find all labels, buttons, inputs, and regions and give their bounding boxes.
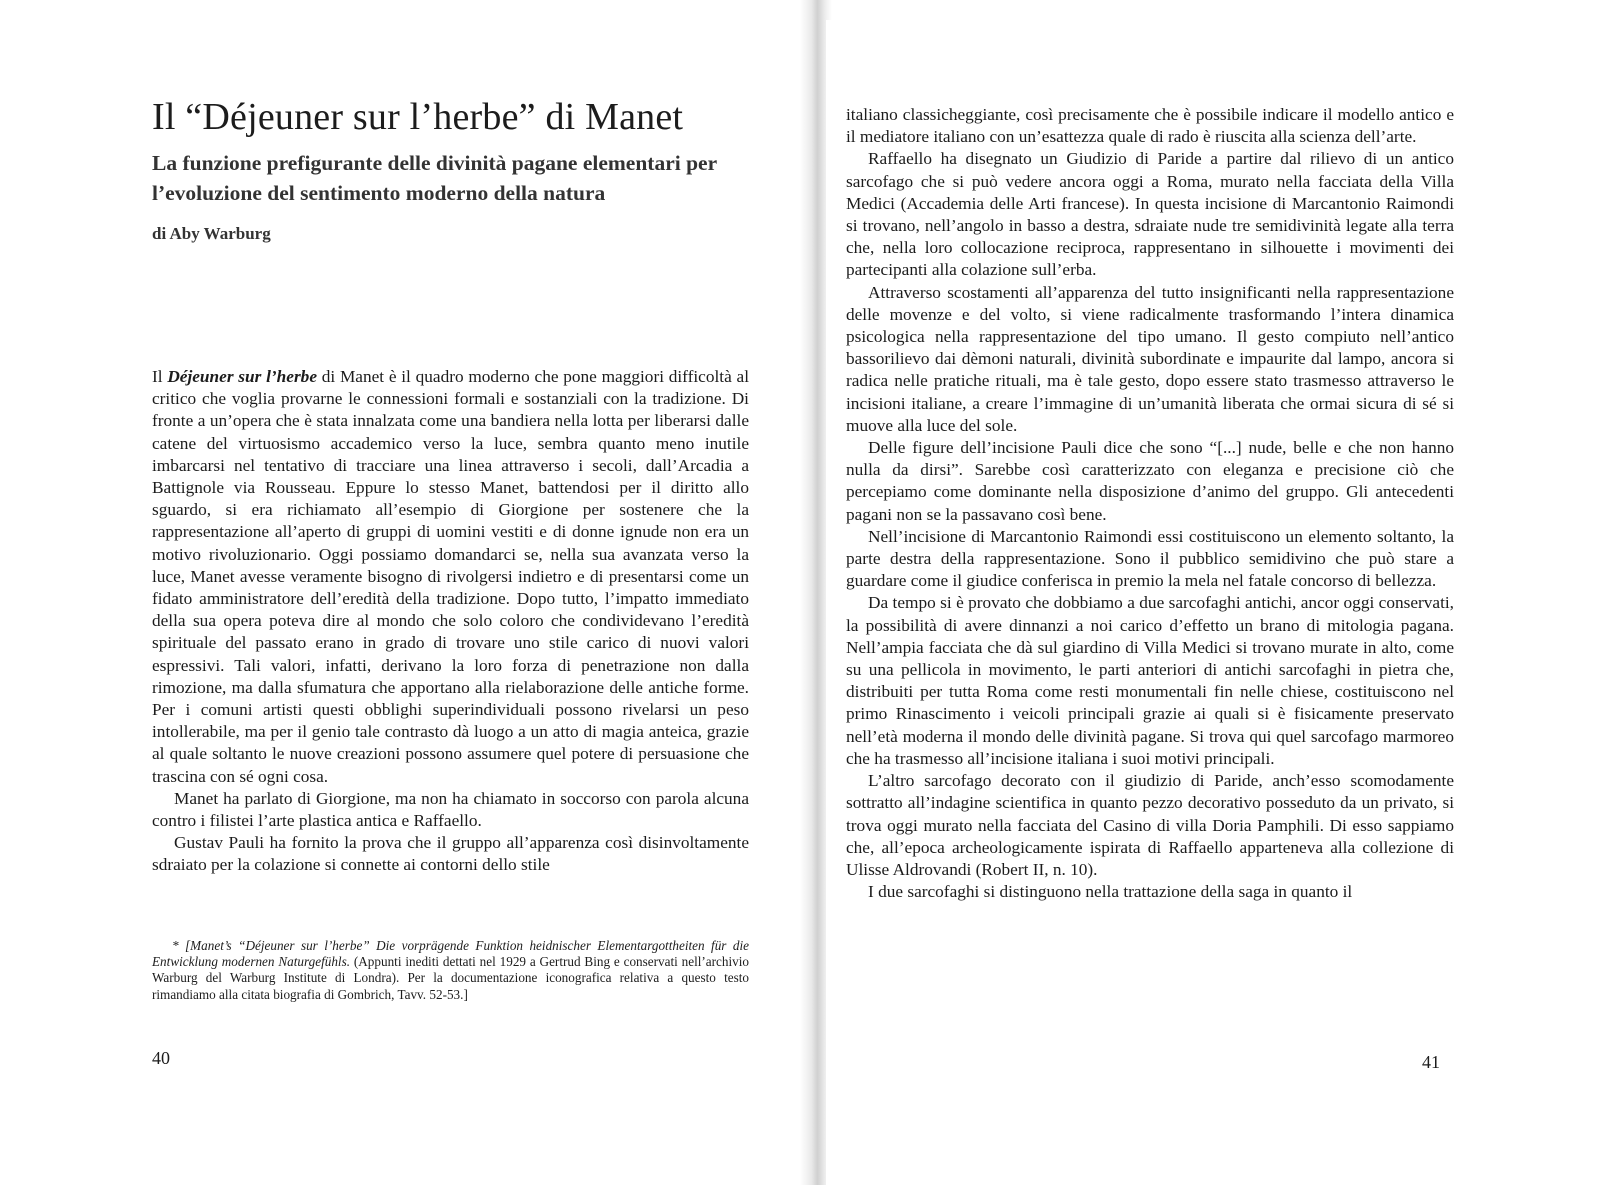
footnote-text: (Appunti inediti dettati nel 1929 a Gertrud Bing e conservati nell’archivio Warburg del Warburg Institute di Londra). Per la documentazione iconografica relativa a questo testo rimandiamo alla citata biografia di Gombrich, Tavv. 52-53.] bbox=[152, 954, 749, 1002]
paragraph: Manet ha parlato di Giorgione, ma non ha chiamato in soccorso con parola alcuna contro i filistei l’arte plastica antica e Raffaello. bbox=[152, 788, 749, 831]
paragraph: Nell’incisione di Marcantonio Raimondi essi costituiscono un elemento soltanto, la parte destra della rappresentazione. Sono il pubblico semidivino che può stare a guardare come il giudice conferisca in premio la mela nel fatale concorso di bellezza. bbox=[846, 526, 1454, 591]
page-number-left: 40 bbox=[152, 1048, 170, 1068]
paragraph: L’altro sarcofago decorato con il giudizio di Paride, anch’esso scomodamente sottratto all’indagine scientifica in quanto pezzo decorativo posseduto da un privato, si trova oggi murato nella facciata del Casino di villa Doria Pamphili. Di esso sappiamo che, all’epoca archeologicamente ispirata di Raffaello apparteneva alla collezione di Ulisse Aldrovandi (Robert II, n. 10). bbox=[846, 771, 1454, 879]
page-number-right: 41 bbox=[1422, 1052, 1440, 1072]
paragraph-text: di Manet è il quadro moderno che pone maggiori difficoltà al critico che voglia provarne le connessioni formali e sostanziali con la tradizione. Di fronte a un’opera che è stata innalzata come una bandiera nella lotta per liberarsi dalle catene del virtuosismo accademico verso la luce, sembra quanto meno inutile imbarcarsi nel tentativo di tracciare una linea attraverso i secoli, dall’Arcadia a Battignole via Rousseau. Eppure lo stesso Manet, battendosi per il diritto allo sguardo, si era richiamato all’esempio di Giorgione per sostenere che la rappresentazione all’aperto di gruppi di uomini vestiti e di donne ignude non era un motivo rivoluzionario. Oggi possiamo domandarci se, nella sua avanzata verso la luce, Manet avesse veramente bisogno di rivolgersi indietro e di presentarsi come un fidato amministratore dell’eredità della tradizione. Dopo tutto, l’impatto immediato della sua opera poteva dire al mondo che solo coloro che condividevano l’eredità spirituale del passato erano in grado di trovare uno stile carico di nuovi valori espressivi. Tali valori, infatti, derivano la loro forza di penetrazione non dalla rimozione, ma dalla sfumatura che apportano alla rielaborazione delle antiche forme. Per i comuni artisti questi obblighi superindividuali possono rivelarsi un peso intollerabile, ma per il genio tale contrasto dà luogo a un atto di magia anteica, grazie al quale soltanto le nuove creazioni possono assumere quel potere di persuasione che trascina con sé ogni cosa. bbox=[152, 367, 749, 786]
paragraph: italiano classicheggiante, così precisamente che è possibile indicare il modello antico e il mediatore italiano con un’esattezza quale di rado è riuscita alla scienza dell’arte. bbox=[846, 105, 1454, 147]
author-byline: di Aby Warburg bbox=[152, 224, 271, 243]
left-body-text bbox=[152, 366, 749, 877]
paragraph-prefix: Il bbox=[152, 367, 168, 386]
article-subtitle: La funzione prefigurante delle divinità pagane elementari per l’evoluzione del sentimento moderno della natura bbox=[152, 151, 717, 205]
paragraph: Gustav Pauli ha fornito la prova che il gruppo all’apparenza così disinvoltamente sdraiato per la colazione si connette ai contorni dello stile bbox=[152, 833, 749, 875]
artwork-title-italic: Déjeuner sur l’herbe bbox=[167, 367, 317, 386]
right-page bbox=[826, 20, 1600, 1185]
footnote-italic: * [Manet’s “Déjeuner sur l’herbe” Die vorprägende Funktion heidnischer Elementargottheiten für die Entwicklung modernen Naturgefühls. bbox=[152, 938, 749, 970]
paragraph: I due sarcofaghi si distinguono nella trattazione della saga in quanto il bbox=[868, 882, 1353, 902]
right-body-text bbox=[846, 104, 1454, 903]
footnote bbox=[152, 938, 749, 1003]
paragraph: Delle figure dell’incisione Pauli dice che sono “[...] nude, belle e che non hanno nulla da dirsi”. Sarebbe così caratterizzato con eleganza e precisione ciò che percepiamo come dominante nella disposizione d’animo del gruppo. Gli antecedenti pagani non se la passavano così bene. bbox=[846, 438, 1454, 524]
paragraph bbox=[152, 366, 749, 788]
article-title: Il “Déjeuner sur l’herbe” di Manet bbox=[152, 96, 684, 138]
paragraph: Raffaello ha disegnato un Giudizio di Paride a partire dal rilievo di un antico sarcofago che si può vedere ancora oggi a Roma, murato nella facciata della Villa Medici (Accademia delle Arti francese). In questa incisione di Marcantonio Raimondi si trovano, nell’angolo in basso a destra, sdraiate nude tre semidivinità legate alla terra che, nella loro collocazione reciproca, rappresentano in silhouette i movimenti dei partecipanti alla colazione sull’erba. bbox=[846, 149, 1454, 280]
paragraph: Attraverso scostamenti all’apparenza del tutto insignificanti nella rappresentazione delle movenze e del volto, si viene radicalmente trasformando l’intera dinamica psicologica nella rappresentazione del tipo umano. Il gesto compiuto nell’antico bassorilievo dai dèmoni naturali, divinità subordinate e impaurite dal lampo, ancora si radica nelle pratiche rituali, ma è tale gesto, dopo essere stato trasmesso attraverso le incisioni italiane, a creare l’immagine di un’umanità liberata che ormai sicura di sé si muove alla luce del sole. bbox=[846, 282, 1454, 435]
paragraph: Da tempo si è provato che dobbiamo a due sarcofaghi antichi, ancor oggi conservati, la possibilità di avere dinnanzi a noi carico d’effetto un brano di mitologia pagana. Nell’ampia facciata che dà sul giardino di Villa Medici si trovano murate in alto, come su una pellicola in movimento, le parti anteriori di antichi sarcofaghi in pietra che, distribuiti per tutta Roma come resti monumentali fin nelle chiese, costituiscono nel primo Rinascimento i veicoli principali grazie ai quali si è fisicamente preservato nell’età moderna il mondo delle divinità pagane. Si trova qui quel sarcofago marmoreo che ha trasmesso all’incisione italiana i suoi motivi principali. bbox=[846, 593, 1454, 768]
